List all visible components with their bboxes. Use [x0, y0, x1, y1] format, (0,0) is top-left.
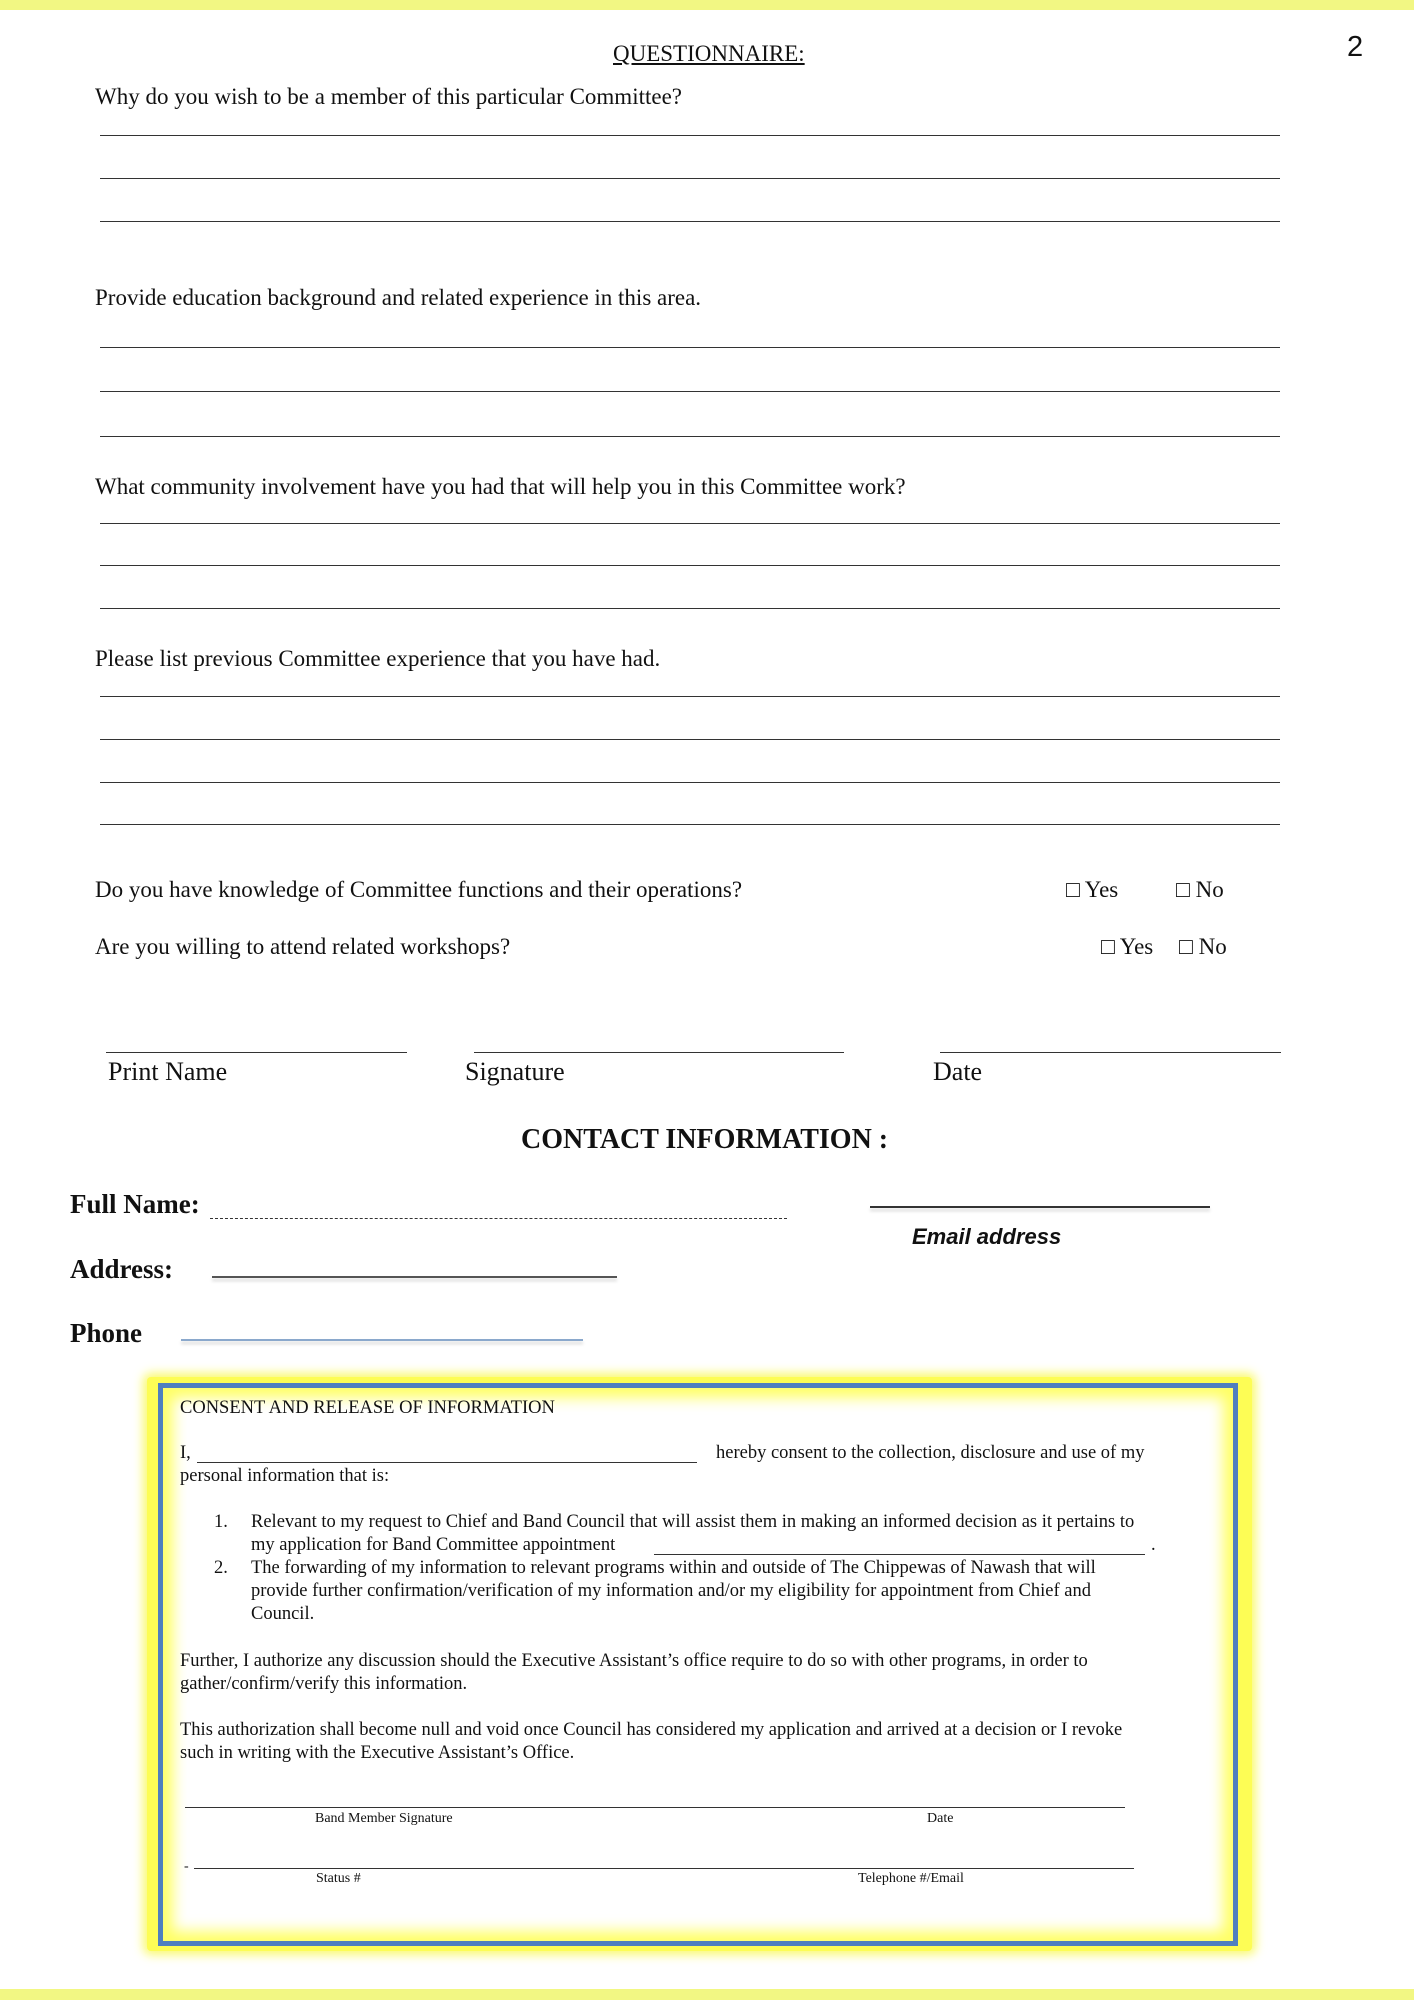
dash-mark: -: [184, 1859, 189, 1874]
answer-line[interactable]: [100, 608, 1280, 609]
answer-line[interactable]: [100, 696, 1280, 697]
answer-line[interactable]: [100, 523, 1280, 524]
telephone-email-label: Telephone #/Email: [858, 1871, 964, 1886]
para-further: Further, I authorize any discussion should the Executive Assistant’s office require to do so with other programs, in order to: [180, 1651, 1088, 1671]
item-text: provide further confirmation/verification of my information and/or my eligibility for appointment from Chief and: [251, 1581, 1091, 1601]
checkbox-yes-workshops[interactable]: □ Yes: [1101, 934, 1154, 959]
phone-label: Phone: [70, 1318, 143, 1348]
para-authorization: This authorization shall become null and void once Council has considered my application and arrived at a decision or I revoke: [180, 1720, 1123, 1740]
answer-line[interactable]: [100, 221, 1280, 222]
date-label: Date: [933, 1057, 983, 1086]
address-label: Address:: [70, 1254, 174, 1284]
item-text: Relevant to my request to Chief and Band Council that will assist them in making an informed decision as it pertains to: [251, 1512, 1135, 1532]
full-name-line[interactable]: [210, 1218, 787, 1219]
address-line[interactable]: [212, 1276, 617, 1278]
question-1: Why do you wish to be a member of this particular Committee?: [95, 84, 682, 109]
checkbox-yes-knowledge[interactable]: □ Yes: [1066, 877, 1119, 902]
question-workshops: Are you willing to attend related workshops?: [95, 934, 511, 959]
answer-line[interactable]: [100, 436, 1280, 437]
consent-intro-line2: personal information that is:: [180, 1466, 390, 1486]
page-number: 2: [1347, 31, 1364, 63]
phone-line[interactable]: [181, 1339, 583, 1341]
consent-name-line[interactable]: [197, 1462, 697, 1463]
band-member-signature-label: Band Member Signature: [315, 1811, 453, 1826]
item-number: 1.: [214, 1512, 228, 1532]
item-number: 2.: [214, 1558, 228, 1578]
consent-title: CONSENT AND RELEASE OF INFORMATION: [180, 1398, 555, 1418]
committee-appointment-line[interactable]: [654, 1554, 1145, 1555]
answer-line[interactable]: [100, 178, 1280, 179]
item-end: .: [1151, 1535, 1156, 1555]
email-label: Email address: [912, 1224, 1062, 1249]
answer-line[interactable]: [100, 347, 1280, 348]
question-4: Please list previous Committee experience that you have had.: [95, 646, 661, 671]
date-line[interactable]: [940, 1052, 1281, 1053]
band-member-signature-line[interactable]: [185, 1807, 1125, 1808]
top-highlight-band: [0, 0, 1414, 10]
answer-line[interactable]: [100, 391, 1280, 392]
checkbox-no-workshops[interactable]: □ No: [1179, 934, 1227, 959]
question-2: Provide education background and related experience in this area.: [95, 285, 702, 310]
answer-line[interactable]: [100, 565, 1280, 566]
signature-line[interactable]: [474, 1052, 844, 1053]
consent-date-label: Date: [927, 1811, 954, 1826]
checkbox-no-knowledge[interactable]: □ No: [1176, 877, 1224, 902]
email-line[interactable]: [870, 1206, 1210, 1208]
print-name-line[interactable]: [106, 1052, 407, 1053]
contact-title: CONTACT INFORMATION :: [521, 1124, 889, 1155]
answer-line[interactable]: [100, 782, 1280, 783]
para-authorization: such in writing with the Executive Assistant’s Office.: [180, 1743, 575, 1763]
question-knowledge: Do you have knowledge of Committee functions and their operations?: [95, 877, 743, 902]
answer-line[interactable]: [100, 739, 1280, 740]
bottom-highlight-band: [0, 1989, 1414, 2000]
item-text: Council.: [251, 1604, 315, 1624]
signature-label: Signature: [465, 1057, 565, 1086]
item-text: my application for Band Committee appointment: [251, 1535, 616, 1555]
full-name-label: Full Name:: [70, 1189, 200, 1219]
print-name-label: Print Name: [108, 1057, 228, 1086]
answer-line[interactable]: [100, 135, 1280, 136]
consent-intro-prefix: I,: [180, 1443, 191, 1463]
consent-intro-suffix: hereby consent to the collection, disclosure and use of my: [716, 1443, 1145, 1463]
answer-line[interactable]: [100, 824, 1280, 825]
item-text: The forwarding of my information to relevant programs within and outside of The Chippewas of Nawash that will: [251, 1558, 1096, 1578]
status-telephone-line[interactable]: [194, 1868, 1134, 1869]
status-label: Status #: [316, 1871, 361, 1886]
para-further: gather/confirm/verify this information.: [180, 1674, 468, 1694]
question-3: What community involvement have you had that will help you in this Committee work?: [95, 474, 906, 499]
questionnaire-title: QUESTIONNAIRE:: [613, 41, 805, 66]
